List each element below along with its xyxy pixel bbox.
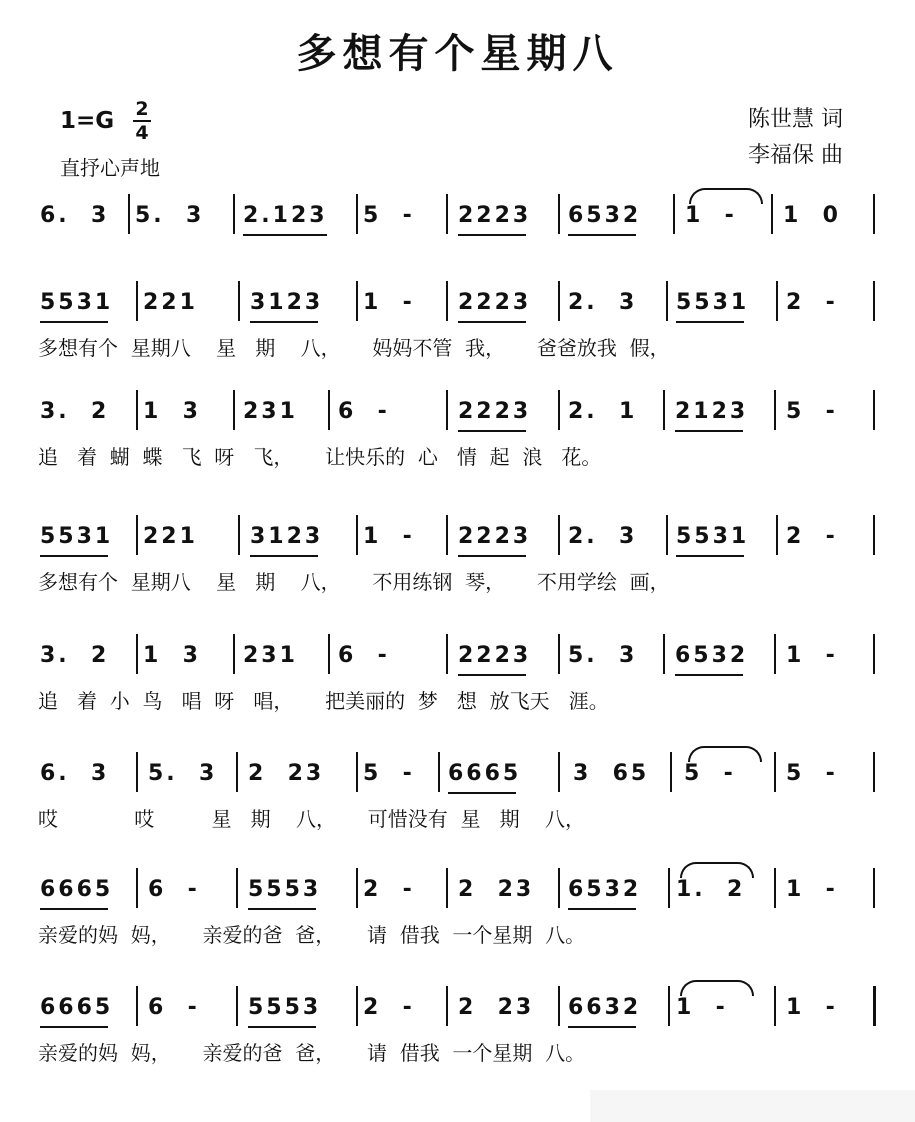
measure: 1 - xyxy=(786,995,838,1020)
barline xyxy=(328,390,330,430)
barline xyxy=(558,281,560,321)
barline xyxy=(558,390,560,430)
barline xyxy=(776,281,778,321)
measure: 2 - xyxy=(363,877,415,902)
beam-underline xyxy=(40,555,108,557)
final-barline xyxy=(873,986,876,1026)
measure: 5531 xyxy=(40,290,114,315)
lyric-row xyxy=(38,441,883,471)
measure: 2 - xyxy=(786,290,838,315)
measure: 2223 xyxy=(458,399,532,424)
measure: 2 23 xyxy=(458,877,535,902)
barline xyxy=(873,390,875,430)
barline xyxy=(356,752,358,792)
beam-underline xyxy=(448,792,516,794)
notation-row xyxy=(38,640,883,680)
measure: 5 - xyxy=(786,399,838,424)
notation-row xyxy=(38,758,883,798)
scan-margin xyxy=(590,1090,915,1122)
barline xyxy=(128,194,130,234)
measure: 2223 xyxy=(458,643,532,668)
beam-underline xyxy=(458,430,526,432)
barline xyxy=(774,634,776,674)
expression-marking: 直抒心声地 xyxy=(60,156,160,180)
barline xyxy=(136,515,138,555)
beam-underline xyxy=(458,321,526,323)
barline xyxy=(356,986,358,1026)
barline xyxy=(663,634,665,674)
measure: 2 23 xyxy=(248,761,325,786)
measure: 231 xyxy=(243,399,298,424)
lyricist-credit: 陈世慧 词 xyxy=(748,107,843,132)
measure: 2 23 xyxy=(458,995,535,1020)
composer-credit: 李福保 曲 xyxy=(748,143,843,168)
measure: 5. 3 xyxy=(148,761,218,786)
barline xyxy=(438,752,440,792)
measure: 3123 xyxy=(250,290,324,315)
time-signature-bottom: 4 xyxy=(135,122,149,144)
song-title: 多想有个星期八 xyxy=(296,30,619,77)
beam-underline xyxy=(568,908,636,910)
barline xyxy=(670,752,672,792)
barline xyxy=(233,194,235,234)
notation-row xyxy=(38,200,883,240)
measure: 6532 xyxy=(675,643,749,668)
beam-underline xyxy=(568,1026,636,1028)
measure: 2.123 xyxy=(243,203,328,228)
barline xyxy=(238,281,240,321)
barline xyxy=(774,390,776,430)
notation-row xyxy=(38,874,883,914)
beam-underline xyxy=(568,234,636,236)
measure: 6 - xyxy=(338,643,390,668)
measure: 6532 xyxy=(568,203,642,228)
measure: 1 - xyxy=(786,877,838,902)
barline xyxy=(774,752,776,792)
measure: 5 - xyxy=(684,761,736,786)
barline xyxy=(771,194,773,234)
beam-underline xyxy=(676,321,744,323)
beam-underline xyxy=(248,1026,316,1028)
measure: 6665 xyxy=(448,761,522,786)
measure: 2 - xyxy=(363,995,415,1020)
beam-underline xyxy=(40,1026,108,1028)
measure: 2223 xyxy=(458,524,532,549)
measure: 3 65 xyxy=(573,761,650,786)
barline xyxy=(558,634,560,674)
measure: 221 xyxy=(143,524,198,549)
barline xyxy=(873,515,875,555)
tie-arc xyxy=(680,980,754,996)
measure: 6665 xyxy=(40,995,114,1020)
barline xyxy=(136,634,138,674)
lyric-text: 亲爱的妈 妈， 亲爱的爸 爸， 请 借我 一个星期 八。 xyxy=(38,923,586,947)
barline xyxy=(558,986,560,1026)
measure: 2. 3 xyxy=(568,524,638,549)
measure: 6632 xyxy=(568,995,642,1020)
barline xyxy=(356,515,358,555)
measure: 6532 xyxy=(568,877,642,902)
barline xyxy=(328,634,330,674)
barline xyxy=(233,634,235,674)
measure: 2223 xyxy=(458,290,532,315)
barline xyxy=(446,194,448,234)
barline xyxy=(663,390,665,430)
barline xyxy=(873,752,875,792)
barline xyxy=(446,390,448,430)
measure: 1 - xyxy=(363,290,415,315)
measure: 5531 xyxy=(676,524,750,549)
measure: 1 - xyxy=(685,203,737,228)
lyric-row xyxy=(38,919,883,949)
measure: 6. 3 xyxy=(40,203,110,228)
measure: 6 - xyxy=(338,399,390,424)
beam-underline xyxy=(458,674,526,676)
lyric-text: 多想有个 星期八 星 期 八， 妈妈不管 我， 爸爸放我 假， xyxy=(38,336,670,360)
barline xyxy=(446,515,448,555)
beam-underline xyxy=(40,908,108,910)
barline xyxy=(238,515,240,555)
beam-underline xyxy=(248,908,316,910)
measure: 5 - xyxy=(363,203,415,228)
measure: 3. 2 xyxy=(40,643,110,668)
barline xyxy=(136,390,138,430)
lyric-row xyxy=(38,803,883,833)
lyric-text: 亲爱的妈 妈， 亲爱的爸 爸， 请 借我 一个星期 八。 xyxy=(38,1041,586,1065)
tie-arc xyxy=(680,862,754,878)
time-signature-top: 2 xyxy=(135,98,149,120)
measure: 3123 xyxy=(250,524,324,549)
barline xyxy=(668,868,670,908)
measure: 2. 3 xyxy=(568,290,638,315)
barline xyxy=(446,634,448,674)
barline xyxy=(673,194,675,234)
barline xyxy=(136,868,138,908)
barline xyxy=(356,868,358,908)
barline xyxy=(774,986,776,1026)
credits xyxy=(748,102,843,174)
beam-underline xyxy=(675,674,743,676)
measure: 5. 3 xyxy=(135,203,205,228)
beam-underline xyxy=(458,234,526,236)
barline xyxy=(136,752,138,792)
barline xyxy=(558,752,560,792)
measure: 1 - xyxy=(363,524,415,549)
barline xyxy=(558,515,560,555)
barline xyxy=(873,281,875,321)
measure: 2123 xyxy=(675,399,749,424)
measure: 6665 xyxy=(40,877,114,902)
time-signature xyxy=(133,98,151,144)
barline xyxy=(666,515,668,555)
lyric-text: 哎 哎 星 期 八， 可惜没有 星 期 八， xyxy=(38,807,586,831)
measure: 2 - xyxy=(786,524,838,549)
barline xyxy=(873,194,875,234)
barline xyxy=(356,194,358,234)
measure: 5 - xyxy=(786,761,838,786)
measure: 2. 1 xyxy=(568,399,638,424)
measure: 2223 xyxy=(458,203,532,228)
measure: 5. 3 xyxy=(568,643,638,668)
barline xyxy=(558,868,560,908)
notation-row xyxy=(38,992,883,1032)
measure: 1 - xyxy=(786,643,838,668)
measure: 1 3 xyxy=(143,643,201,668)
measure: 3. 2 xyxy=(40,399,110,424)
barline xyxy=(446,281,448,321)
barline xyxy=(136,281,138,321)
beam-underline xyxy=(675,430,743,432)
measure: 1. 2 xyxy=(676,877,746,902)
beam-underline xyxy=(458,555,526,557)
barline xyxy=(776,515,778,555)
measure: 5531 xyxy=(40,524,114,549)
tie-arc xyxy=(688,746,762,762)
measure: 5553 xyxy=(248,877,322,902)
beam-underline xyxy=(676,555,744,557)
beam-underline xyxy=(250,321,318,323)
barline xyxy=(446,868,448,908)
measure: 1 - xyxy=(676,995,728,1020)
barline xyxy=(558,194,560,234)
key-signature: 1=G xyxy=(60,108,115,134)
beam-underline xyxy=(40,321,108,323)
tie-arc xyxy=(689,188,763,204)
lyric-text: 多想有个 星期八 星 期 八， 不用练钢 琴， 不用学绘 画， xyxy=(38,570,670,594)
measure: 6. 3 xyxy=(40,761,110,786)
measure: 5531 xyxy=(676,290,750,315)
measure: 5 - xyxy=(363,761,415,786)
lyric-text: 追 着 小 鸟 唱 呀 唱， 把美丽的 梦 想 放飞天 涯。 xyxy=(38,689,609,713)
barline xyxy=(666,281,668,321)
measure: 1 3 xyxy=(143,399,201,424)
lyric-row xyxy=(38,685,883,715)
barline xyxy=(136,986,138,1026)
lyric-row xyxy=(38,332,883,362)
measure: 6 - xyxy=(148,995,200,1020)
notation-row xyxy=(38,287,883,327)
lyric-row xyxy=(38,1037,883,1067)
barline xyxy=(668,986,670,1026)
measure: 5553 xyxy=(248,995,322,1020)
barline xyxy=(873,634,875,674)
beam-underline xyxy=(243,234,327,236)
lyric-row xyxy=(38,566,883,596)
measure: 1 0 xyxy=(783,203,841,228)
notation-row xyxy=(38,521,883,561)
lyric-row xyxy=(38,245,883,275)
barline xyxy=(446,986,448,1026)
barline xyxy=(356,281,358,321)
barline xyxy=(774,868,776,908)
notation-row xyxy=(38,396,883,436)
beam-underline xyxy=(250,555,318,557)
barline xyxy=(236,868,238,908)
barline xyxy=(236,986,238,1026)
measure: 6 - xyxy=(148,877,200,902)
measure: 231 xyxy=(243,643,298,668)
measure: 221 xyxy=(143,290,198,315)
barline xyxy=(236,752,238,792)
lyric-text: 追 着 蝴 蝶 飞 呀 飞， 让快乐的 心 情 起 浪 花。 xyxy=(38,445,602,469)
barline xyxy=(233,390,235,430)
barline xyxy=(873,868,875,908)
